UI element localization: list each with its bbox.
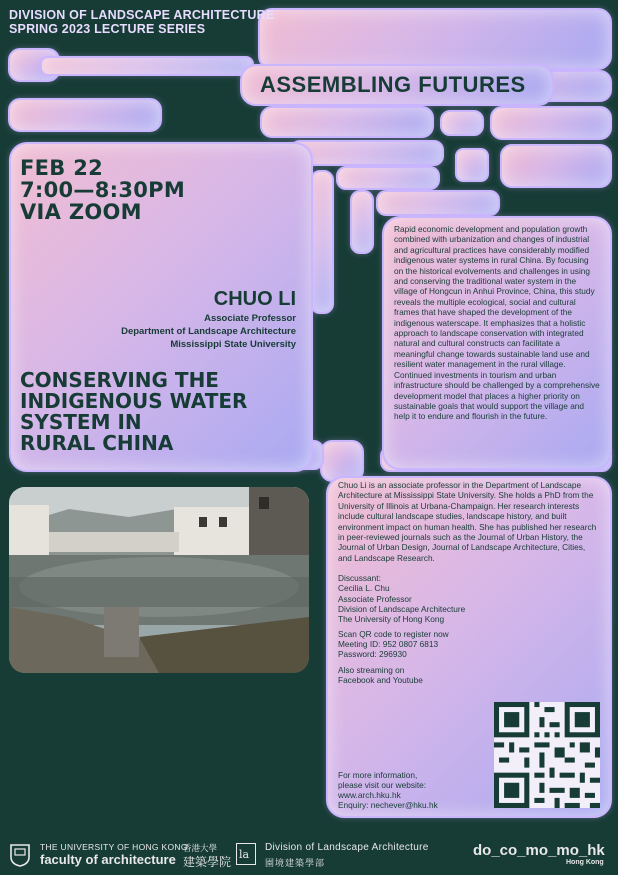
division-chinese-name: 園境建築學部 [265,858,326,868]
svg-text:la: la [239,848,250,861]
discussant-label: Discussant: [338,573,381,583]
deco-blob-tube-10 [376,190,500,216]
qr-code-image [494,702,600,808]
speaker-university: Mississippi State University [170,339,296,350]
deco-blob-tube-7 [310,170,334,314]
speaker-department: Department of Landscape Architecture [121,326,296,337]
deco-blob-tube-1 [260,106,434,138]
streaming-line-1: Also streaming on [338,665,405,675]
speaker-name: CHUO LI [213,288,296,310]
talk-title-line-3: SYSTEM IN [20,410,142,434]
deco-blob-tube-4 [290,140,444,166]
hku-name: THE UNIVERSITY OF HONG KONG [40,842,188,852]
deco-blob-tube-3 [490,106,612,140]
meeting-password: Password: 296930 [338,649,407,659]
village-photo [9,487,309,673]
deco-blob-tube-9 [350,190,374,254]
division-logo-icon [236,843,256,865]
info-line-1: For more information, [338,770,418,780]
talk-title-line-2: INDIGENOUS WATER [20,389,248,413]
header-line-1: DIVISION OF LANDSCAPE ARCHITECTURE [9,8,275,22]
discussant-name: Cecilia L. Chu [338,583,390,593]
bio-text: Chuo Li is an associate professor in the Department of Landscape Architecture at Mississippi State University. She holds a PhD from the University of Illinois at Urbana-Champaign. Her research interests include cultural landscape studies, landscape history, and built environment impact on human health. She has published her research in peer-reviewed journals such as the Journal of Urban History, the Journal of Urban Design, Journal of Landscape Architecture, Cities, and Landscape Research. [338,480,597,563]
registration-qr-code[interactable] [494,702,600,808]
meeting-id: Meeting ID: 952 0807 6813 [338,639,439,649]
abstract-text: Rapid economic development and population growth combined with urbanization and changes of industrial and agricultural practices have considerably modified indigenous water systems in rural China. By focusing on the historical evolvements and challenges in using and conserving the traditional water system in the village of Hongcun in Anhui Province, China, this study reveals the multiple ecological, social and cultural frames that have shaped the development of the indigenous waterscape. It emphasizes that a holistic approach to landscape conservation with integrated natural and cultural constructs can facilitate a meaningful change towards sustainable land use and resilient water management in the rural village. Continued investments in tourism and urban infrastructure should be challenged by a comprehensive development model that places a higher priority on sustainable goals that would support the village and help it to endure and flourish in the future. [394,224,600,422]
event-venue: VIA ZOOM [20,200,142,224]
discussant-university: The University of Hong Kong [338,614,445,624]
deco-blob-left-arm [8,98,162,132]
event-date: FEB 22 [20,156,104,180]
division-name: Division of Landscape Architecture [265,842,429,853]
faculty-chinese-name: 建築學院 [183,855,232,869]
deco-blob-top-bar [40,56,254,76]
hku-crest-icon [9,843,31,867]
header-line-2: SPRING 2023 LECTURE SERIES [9,22,206,36]
deco-blob-tube-2 [440,110,484,136]
register-instruction: Scan QR code to register now [338,629,449,639]
website-link[interactable]: www.arch.hku.hk [338,790,401,800]
info-line-2: please visit our website: [338,780,427,790]
deco-blob-tube-5 [455,148,489,182]
deco-blob-tube-6 [500,144,612,188]
docomomo-logo: do_co_mo_mo_hk [473,842,605,859]
docomomo-sub: Hong Kong [566,859,604,866]
discussant-title: Associate Professor [338,594,412,604]
discussant-division: Division of Landscape Architecture [338,604,466,614]
faculty-name: faculty of architecture [40,852,176,867]
talk-title-line-4: RURAL CHINA [20,431,174,455]
series-title: ASSEMBLING FUTURES [260,72,526,97]
talk-title-line-1: CONSERVING THE [20,368,219,392]
enquiry-email[interactable]: Enquiry: nechever@hku.hk [338,800,438,810]
deco-blob-tube-8 [336,166,440,190]
deco-blob-top-right [258,8,612,70]
event-time: 7:00—8:30PM [20,178,186,202]
village-photo-image [9,487,309,673]
streaming-line-2: Facebook and Youtube [338,675,423,685]
hku-chinese-name: 香港大學 [183,843,218,853]
speaker-title: Associate Professor [204,313,296,324]
